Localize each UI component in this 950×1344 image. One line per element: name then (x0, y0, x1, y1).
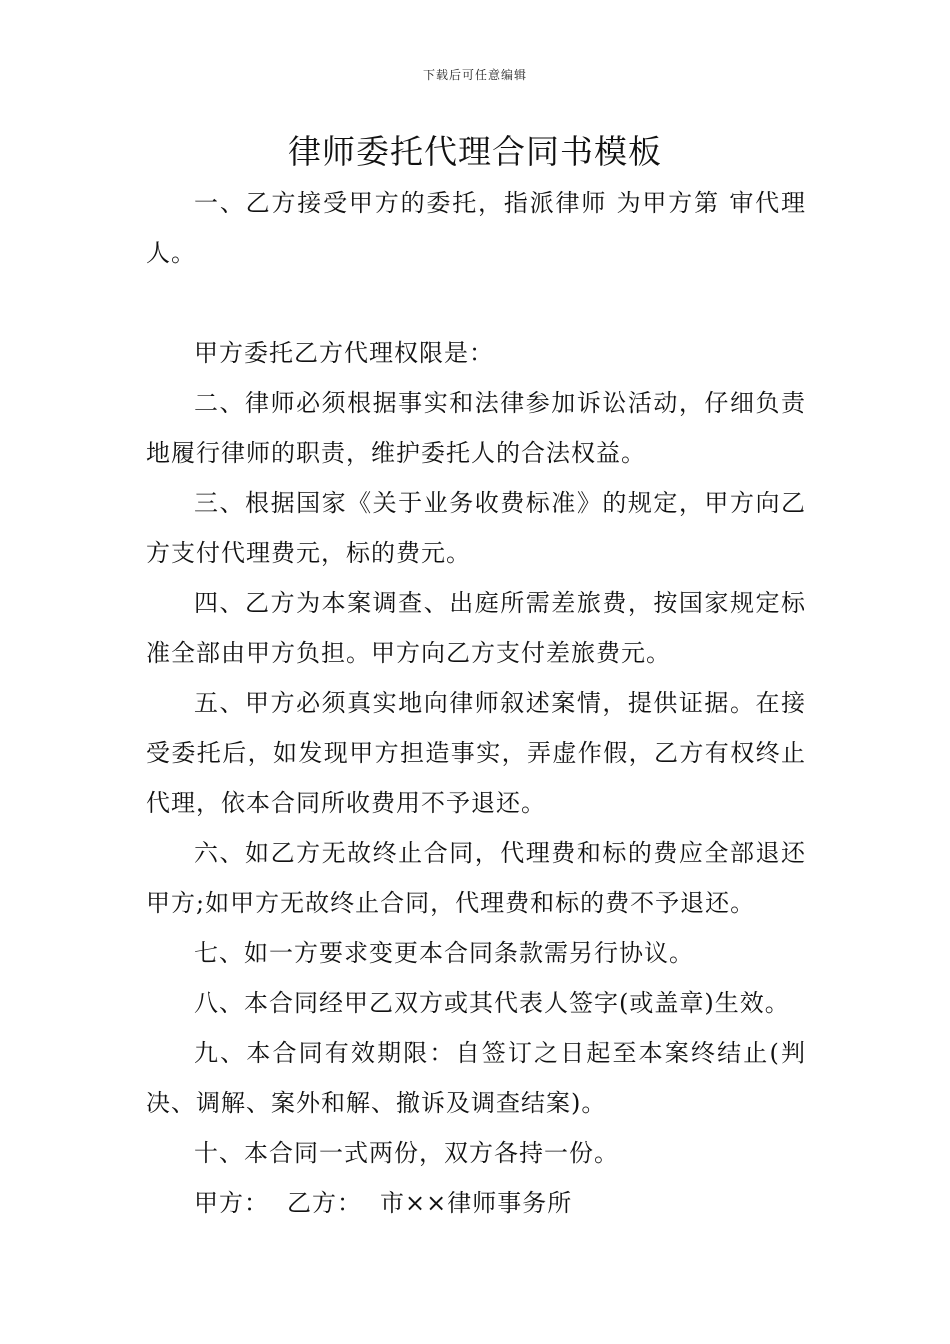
clause-2: 二、律师必须根据事实和法律参加诉讼活动，仔细负责地履行律师的职责，维护委托人的合法权益。 (146, 389, 806, 467)
signature-line (146, 1178, 806, 1228)
header-note: 下载后可任意编辑 (422, 68, 527, 82)
party-a-label: 甲方： (194, 1189, 269, 1217)
document-body (146, 178, 806, 1228)
clause-7: 七、如一方要求变更本合同条款需另行协议。 (194, 939, 694, 967)
clause-8: 八、本合同经甲乙双方或其代表人签字(或盖章)生效。 (194, 989, 790, 1017)
clause-4: 四、乙方为本案调查、出庭所需差旅费，按国家规定标准全部由甲方负担。甲方向乙方支付差旅费元。 (146, 589, 806, 667)
blank-gap (146, 278, 806, 328)
clause-6: 六、如乙方无故终止合同，代理费和标的费应全部退还甲方;如甲方无故终止合同，代理费和标的费不予退还。 (146, 839, 806, 917)
party-b-label: 乙方： (287, 1189, 362, 1217)
clause-3: 三、根据国家《关于业务收费标准》的规定，甲方向乙方支付代理费元，标的费元。 (146, 489, 806, 567)
clause-1: 一、乙方接受甲方的委托，指派律师 为甲方第 审代理人。 (146, 189, 806, 267)
authority-scope: 甲方委托乙方代理权限是： (194, 339, 494, 367)
party-b-name: 市××律师事务所 (380, 1189, 573, 1217)
document-title: 律师委托代理合同书模板 (288, 132, 662, 171)
clause-5: 五、甲方必须真实地向律师叙述案情，提供证据。在接受委托后，如发现甲方担造事实，弄虚作假，乙方有权终止代理，依本合同所收费用不予退还。 (146, 689, 806, 817)
clause-9: 九、本合同有效期限：自签订之日起至本案终结止(判决、调解、案外和解、撤诉及调查结案)。 (146, 1039, 806, 1117)
clause-10: 十、本合同一式两份，双方各持一份。 (194, 1139, 619, 1167)
